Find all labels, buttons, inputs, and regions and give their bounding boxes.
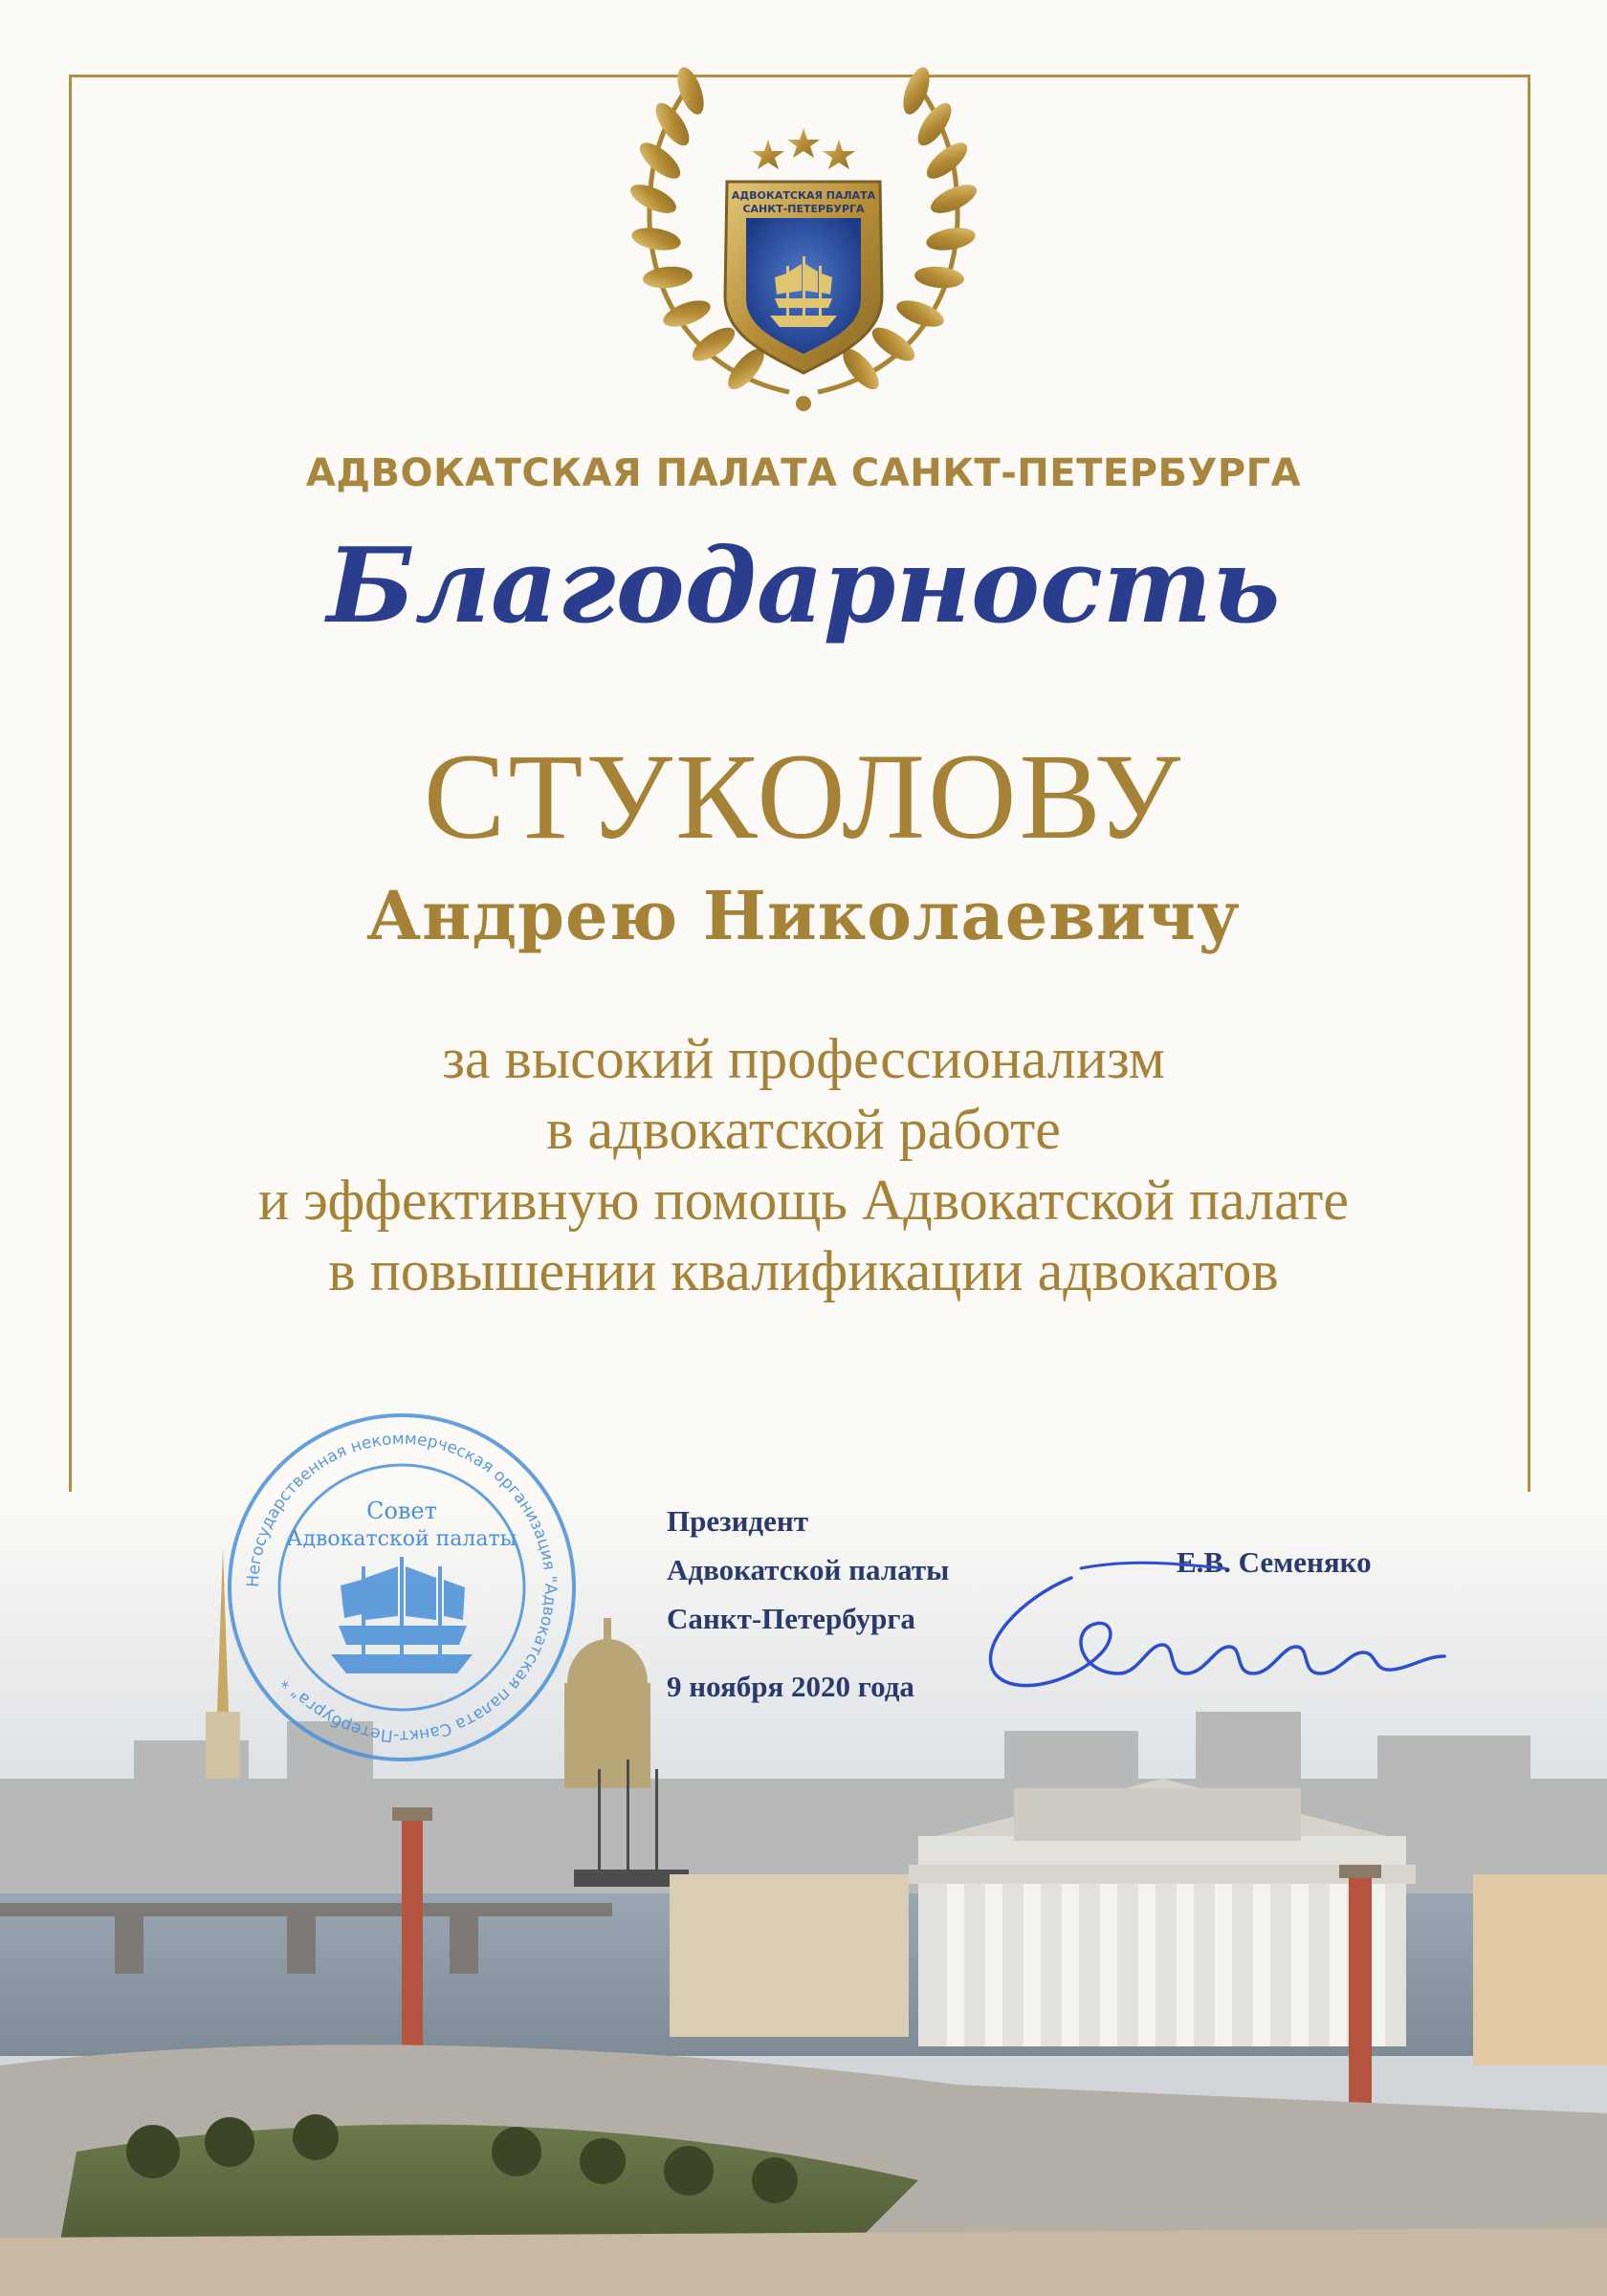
svg-text:Совет: Совет [366,1498,437,1524]
signer-name: Е.В. Семеняко [1177,1545,1372,1579]
ship-stamp-icon [331,1557,473,1673]
signer-title-line: Президент [667,1504,808,1538]
signer-title-line: Санкт-Петербурга [667,1602,915,1635]
reason-line: в адвокатской работе [546,1098,1061,1161]
svg-text:Негосударственная некоммерческ: Негосударственная некоммерческая организация "Адвокатская палата Санкт-Петербурга" * [243,1429,561,1746]
reason-line: и эффективную помощь Адвокатской палате [257,1169,1350,1232]
reason-line: за высокий профессионализм [442,1027,1165,1090]
document-date: 9 ноября 2020 года [667,1670,914,1703]
recipient-surname: СТУКОЛОВУ [423,729,1184,864]
bar-association-emblem [583,48,1024,430]
document-title: Благодарность [326,526,1281,646]
council-stamp [218,1404,585,1771]
recipient-name: Андрею Николаевичу [366,876,1241,955]
reason-text [0,1023,1607,1306]
organization-name: АДВОКАТСКАЯ ПАЛАТА САНКТ-ПЕТЕРБУРГА [305,451,1302,495]
signer-title [667,1497,949,1643]
svg-text:Адвокатской палаты: Адвокатской палаты [286,1527,517,1551]
signer-title-line: Адвокатской палаты [667,1553,950,1586]
svg-text:АДВОКАТСКАЯ ПАЛАТА: АДВОКАТСКАЯ ПАЛАТА [731,189,876,202]
stars-icon [752,128,855,169]
reason-line: в повышении квалификации адвокатов [328,1239,1279,1302]
svg-text:САНКТ-ПЕТЕРБУРГА: САНКТ-ПЕТЕРБУРГА [742,203,865,215]
shield-icon [725,182,882,373]
handwritten-signature [937,1540,1473,1712]
